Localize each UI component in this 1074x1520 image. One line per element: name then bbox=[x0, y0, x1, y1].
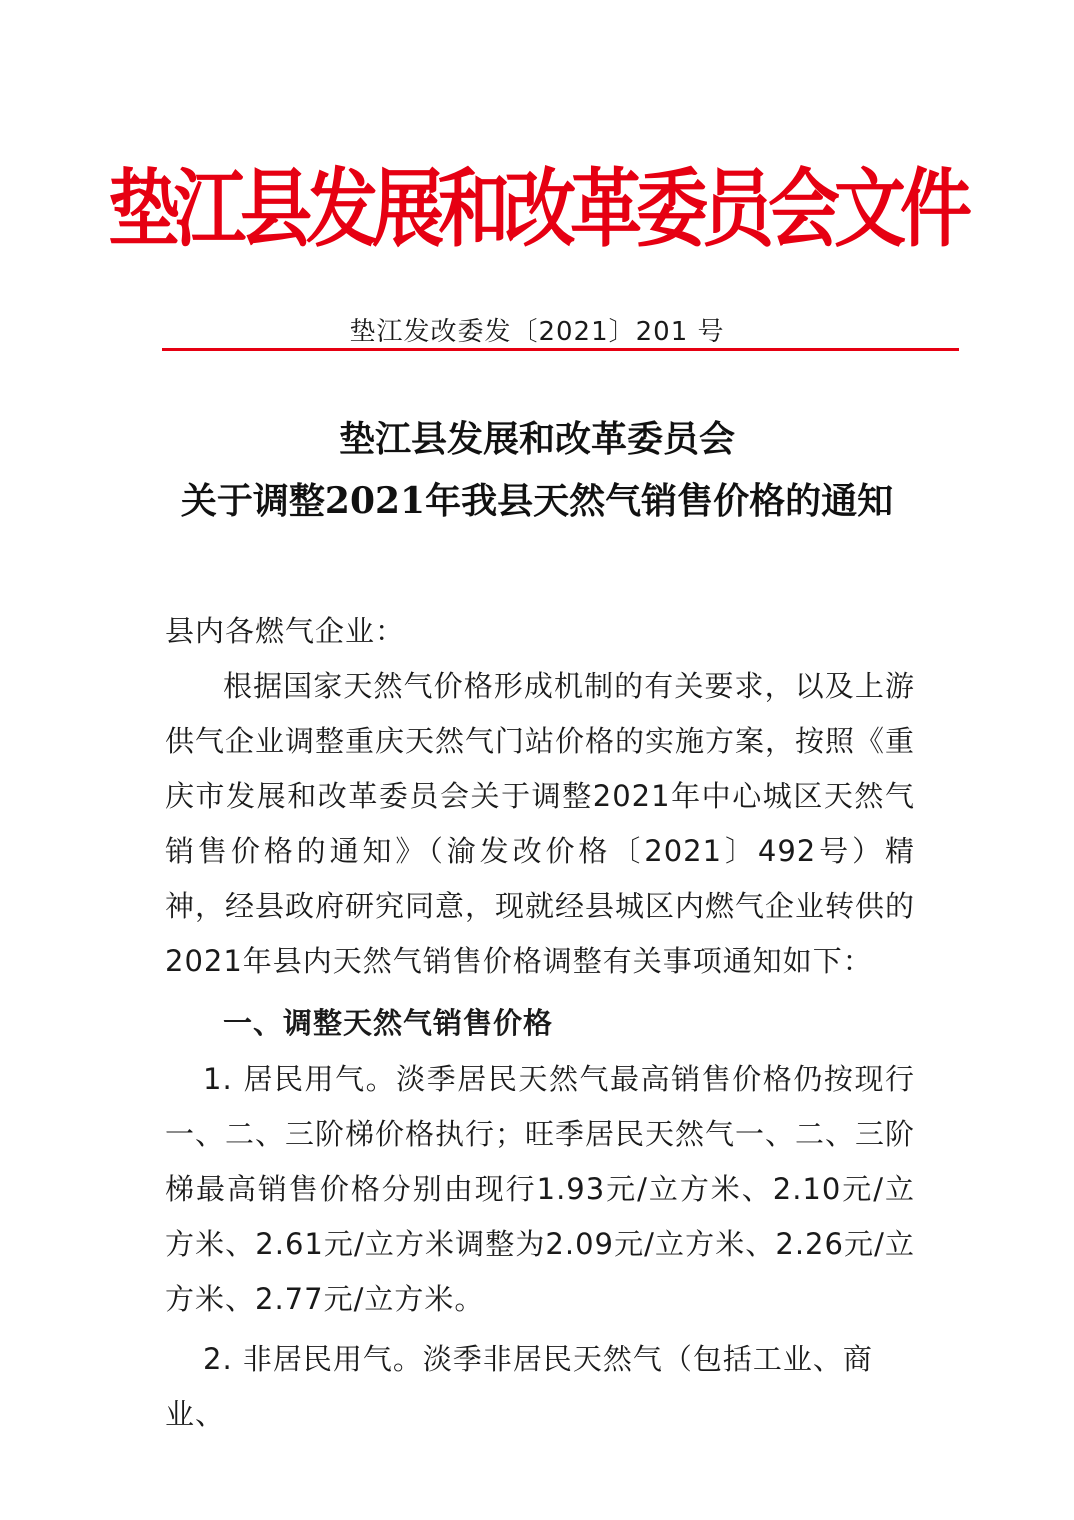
notice-title-line-1: 垫江县发展和改革委员会 bbox=[338, 418, 735, 460]
masthead-title: 垫江县发展和改革委员会文件 bbox=[107, 159, 966, 259]
salutation: 县内各燃气企业： bbox=[165, 614, 406, 648]
notice-title-line-2: 关于调整2021年我县天然气销售价格的通知 bbox=[180, 480, 894, 522]
body-paragraph-intro: 根据国家天然气价格形成机制的有关要求，以及上游供气企业调整重庆天然气门站价格的实施方案，按照《重庆市发展和改革委员会关于调整2021年中心城区天然气销售价格的通知》（渝发改价格〔2021〕492号）精神，经县政府研究同意，现就经县城区内燃气企业转供的2021年县内天然气销售价格调整有关事项通知如下： bbox=[165, 669, 916, 978]
list-item-non-residential-gas: 2. 非居民用气。淡季非居民天然气（包括工业、商业、 bbox=[165, 1342, 873, 1431]
red-divider-line bbox=[162, 348, 959, 351]
document-number: 垫江发改委发〔2021〕201 号 bbox=[349, 317, 725, 347]
list-item-residential-gas: 1. 居民用气。淡季居民天然气最高销售价格仍按现行一、二、三阶梯价格执行；旺季居民天然气一、二、三阶梯最高销售价格分别由现行1.93元/立方米、2.10元/立方米、2.61元/立方米调整为2.09元/立方米、2.26元/立方米、2.77元/立方米。 bbox=[165, 1062, 916, 1316]
section-heading-1: 一、调整天然气销售价格 bbox=[223, 1006, 554, 1040]
notice-title bbox=[0, 408, 1074, 532]
